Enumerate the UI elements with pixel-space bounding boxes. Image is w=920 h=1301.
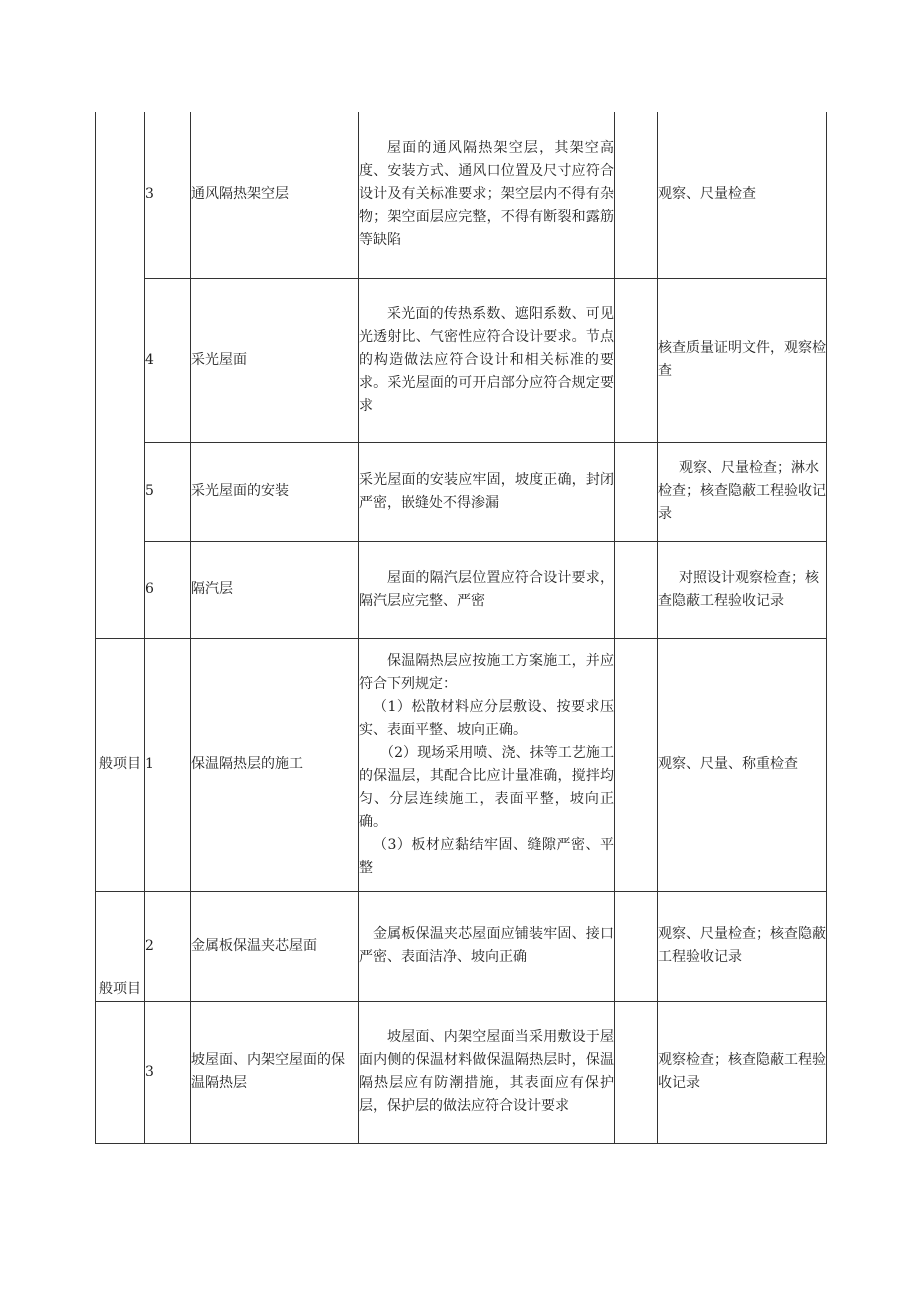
item-number: 5 bbox=[145, 442, 191, 541]
method-cell bbox=[658, 278, 827, 442]
method-cell bbox=[658, 442, 827, 541]
method-text: 观察检查；核查隐蔽工程验收记录 bbox=[658, 1052, 826, 1091]
blank-cell bbox=[615, 1001, 658, 1143]
requirement-text: 屋面的隔汽层位置应符合设计要求，隔汽层应完整、严密 bbox=[359, 569, 614, 609]
requirement-cell bbox=[359, 1001, 615, 1143]
requirement-text: 金属板保温夹芯屋面应铺装牢固、接口严密、表面洁净、坡向正确 bbox=[359, 926, 614, 965]
requirement-cell bbox=[359, 891, 615, 1001]
item-number: 6 bbox=[145, 541, 191, 638]
item-name: 保温隔热层的施工 bbox=[191, 638, 359, 891]
requirement-cell bbox=[359, 541, 615, 638]
method-cell bbox=[658, 638, 827, 891]
requirement-text: 屋面的通风隔热架空层，其架空高度、安装方式、通风口位置及尺寸应符合设计及有关标准要求；架空层内不得有杂物；架空面层应完整，不得有断裂和露筋等缺陷 bbox=[359, 140, 614, 249]
item-name: 隔汽层 bbox=[191, 541, 359, 638]
requirement-text: 保温隔热层应按施工方案施工，并应符合下列规定： bbox=[359, 652, 614, 692]
blank-cell bbox=[615, 278, 658, 442]
item-name: 通风隔热架空层 bbox=[191, 112, 359, 278]
method-text: 观察、尺量检查；淋水检查；核查隐蔽工程验收记录 bbox=[658, 460, 826, 522]
table-row bbox=[96, 1001, 827, 1143]
requirement-text: （2）现场采用喷、浇、抹等工艺施工的保温层，其配合比应计量准确，搅拌均匀、分层连续施工，表面平整，坡向正确。 bbox=[359, 744, 614, 830]
requirement-text: （1）松散材料应分层敷设、按要求压实、表面平整、坡向正确。 bbox=[359, 698, 614, 738]
category-cell-general-3 bbox=[96, 1001, 145, 1143]
item-name: 坡屋面、内架空屋面的保温隔热层 bbox=[191, 1001, 359, 1143]
method-cell bbox=[658, 891, 827, 1001]
item-name: 采光屋面的安装 bbox=[191, 442, 359, 541]
blank-cell bbox=[615, 112, 658, 278]
table-row bbox=[96, 541, 827, 638]
requirement-cell bbox=[359, 442, 615, 541]
item-number: 1 bbox=[145, 638, 191, 891]
item-number: 3 bbox=[145, 112, 191, 278]
category-cell-general-1: 般项目 bbox=[96, 638, 145, 891]
blank-cell bbox=[615, 442, 658, 541]
blank-cell bbox=[615, 541, 658, 638]
table-row bbox=[96, 278, 827, 442]
table-row bbox=[96, 638, 827, 891]
method-cell bbox=[658, 112, 827, 278]
requirement-text: 坡屋面、内架空屋面当采用敷设于屋面内侧的保温材料做保温隔热层时，保温隔热层应有防潮措施，其表面应有保护层，保护层的做法应符合设计要求 bbox=[359, 1029, 614, 1114]
method-text: 核查质量证明文件，观察检查 bbox=[658, 340, 826, 379]
requirement-cell bbox=[359, 112, 615, 278]
item-number: 3 bbox=[145, 1001, 191, 1143]
blank-cell bbox=[615, 891, 658, 1001]
requirement-text: 采光面的传热系数、遮阳系数、可见光透射比、气密性应符合设计要求。节点的构造做法应符合设计和相关标准的要求。采光屋面的可开启部分应符合规定要求 bbox=[359, 305, 614, 414]
item-number: 4 bbox=[145, 278, 191, 442]
requirement-text: 采光屋面的安装应牢固，坡度正确，封闭严密，嵌缝处不得渗漏 bbox=[359, 471, 614, 511]
requirement-text: （3）板材应黏结牢固、缝隙严密、平整 bbox=[359, 836, 614, 876]
method-text: 观察、尺量、称重检查 bbox=[658, 756, 798, 772]
method-cell bbox=[658, 541, 827, 638]
inspection-table bbox=[95, 112, 827, 1144]
method-text: 观察、尺量检查 bbox=[658, 186, 756, 203]
table-row bbox=[96, 442, 827, 541]
method-text: 对照设计观察检查；核查隐蔽工程验收记录 bbox=[658, 569, 819, 609]
requirement-cell bbox=[359, 278, 615, 442]
method-text: 观察、尺量检查；核查隐蔽工程验收记录 bbox=[658, 926, 826, 965]
category-cell-main bbox=[96, 112, 145, 638]
method-cell bbox=[658, 1001, 827, 1143]
requirement-cell bbox=[359, 638, 615, 891]
item-name: 采光屋面 bbox=[191, 278, 359, 442]
category-cell-general-2: 般项目 bbox=[96, 891, 145, 1001]
table-row bbox=[96, 891, 827, 1001]
table-row bbox=[96, 112, 827, 278]
item-name: 金属板保温夹芯屋面 bbox=[191, 891, 359, 1001]
item-number: 2 bbox=[145, 891, 191, 1001]
blank-cell bbox=[615, 638, 658, 891]
